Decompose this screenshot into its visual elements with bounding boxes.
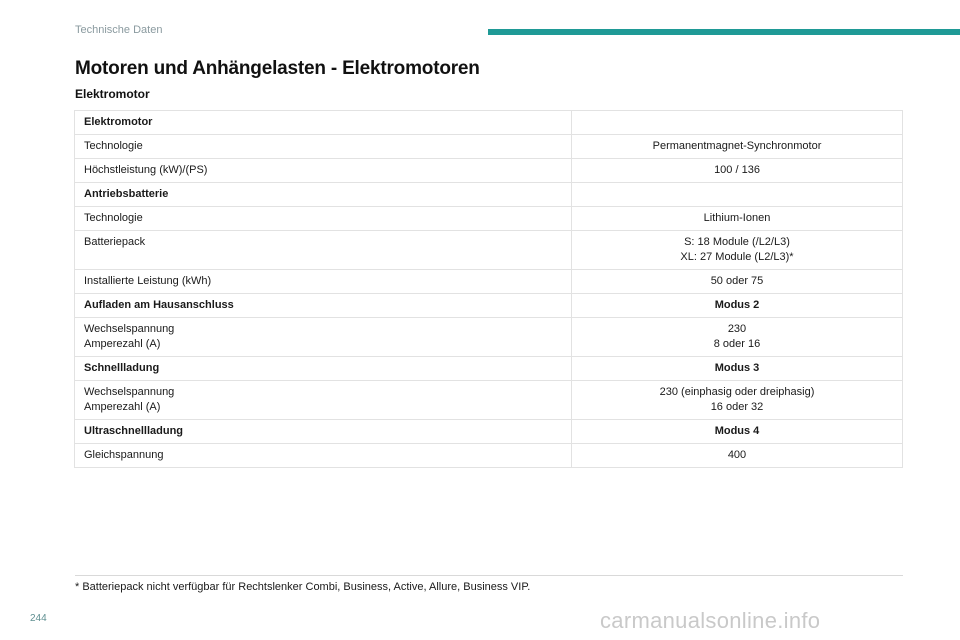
cell-label — [75, 135, 572, 159]
cell-line: 230 (einphasig oder dreiphasig) — [659, 386, 815, 398]
footnote-divider — [75, 575, 903, 576]
cell-line: Antriebsbatterie — [84, 188, 169, 200]
table-row — [75, 444, 903, 468]
running-header: Technische Daten — [75, 24, 163, 36]
cell-line: Modus 2 — [714, 299, 760, 311]
cell-line: Schnellladung — [84, 362, 160, 374]
cell-value — [572, 207, 903, 231]
watermark-logo: carmanualsonline.info — [600, 608, 821, 633]
table-row — [75, 159, 903, 183]
cell-label — [75, 444, 572, 468]
cell-label — [75, 270, 572, 294]
cell-label — [75, 318, 572, 357]
table-row — [75, 318, 903, 357]
table-section-header-row — [75, 183, 903, 207]
cell-line: Ultraschnellladung — [84, 425, 184, 437]
cell-line: Modus 4 — [714, 425, 760, 437]
cell-value — [572, 183, 903, 207]
cell-label — [75, 207, 572, 231]
cell-line: S: 18 Module (/L2/L3) — [684, 236, 790, 248]
cell-line: Aufladen am Hausanschluss — [84, 299, 234, 311]
cell-line: 230 — [727, 323, 747, 335]
cell-line: Lithium-Ionen — [703, 212, 771, 224]
cell-line: Wechselspannung — [84, 386, 175, 398]
cell-line: Technologie — [84, 212, 143, 224]
cell-line: Wechselspannung — [84, 323, 175, 335]
cell-line: Gleichspannung — [84, 449, 164, 461]
cell-label — [75, 159, 572, 183]
cell-line: Höchstleistung (kW)/(PS) — [84, 164, 208, 176]
table-row — [75, 270, 903, 294]
cell-line: 8 oder 16 — [713, 338, 761, 350]
cell-line: Modus 3 — [714, 362, 760, 374]
cell-line: Batteriepack — [84, 236, 146, 248]
cell-line: Amperezahl (A) — [84, 338, 161, 350]
cell-value — [572, 231, 903, 270]
table-section-header-row — [75, 357, 903, 381]
cell-label — [75, 231, 572, 270]
cell-label — [75, 111, 572, 135]
spec-table — [74, 110, 903, 468]
cell-line: 50 oder 75 — [710, 275, 764, 287]
cell-value — [572, 294, 903, 318]
cell-label — [75, 357, 572, 381]
table-section-header-row — [75, 294, 903, 318]
cell-line: Elektromotor — [84, 116, 153, 128]
cell-value — [572, 318, 903, 357]
cell-label — [75, 420, 572, 444]
table-section-header-row — [75, 420, 903, 444]
table-row — [75, 207, 903, 231]
cell-line: 16 oder 32 — [710, 401, 764, 413]
page-number: 244 — [30, 613, 47, 624]
cell-value — [572, 111, 903, 135]
cell-value — [572, 270, 903, 294]
table-row — [75, 135, 903, 159]
cell-label — [75, 183, 572, 207]
cell-line: Installierte Leistung (kWh) — [84, 275, 212, 287]
cell-line: 100 / 136 — [714, 164, 760, 176]
table-section-header-row — [75, 111, 903, 135]
cell-value — [572, 420, 903, 444]
footnote: * Batteriepack nicht verfügbar für Rechtslenker Combi, Business, Active, Allure, Business VIP. — [75, 581, 531, 593]
cell-line: Amperezahl (A) — [84, 401, 161, 413]
cell-line: 400 — [727, 449, 747, 461]
cell-value — [572, 357, 903, 381]
cell-label — [75, 381, 572, 420]
cell-value — [572, 159, 903, 183]
cell-line: XL: 27 Module (L2/L3)* — [680, 251, 794, 263]
cell-line: Permanentmagnet-Synchronmotor — [652, 140, 822, 152]
cell-line: Technologie — [84, 140, 143, 152]
table-row — [75, 381, 903, 420]
cell-value — [572, 444, 903, 468]
page-title: Motoren und Anhängelasten - Elektromotoren — [75, 58, 480, 79]
cell-value — [572, 135, 903, 159]
header-accent-bar — [488, 29, 960, 35]
cell-value — [572, 381, 903, 420]
section-title: Elektromotor — [75, 87, 150, 101]
cell-label — [75, 294, 572, 318]
table-row — [75, 231, 903, 270]
